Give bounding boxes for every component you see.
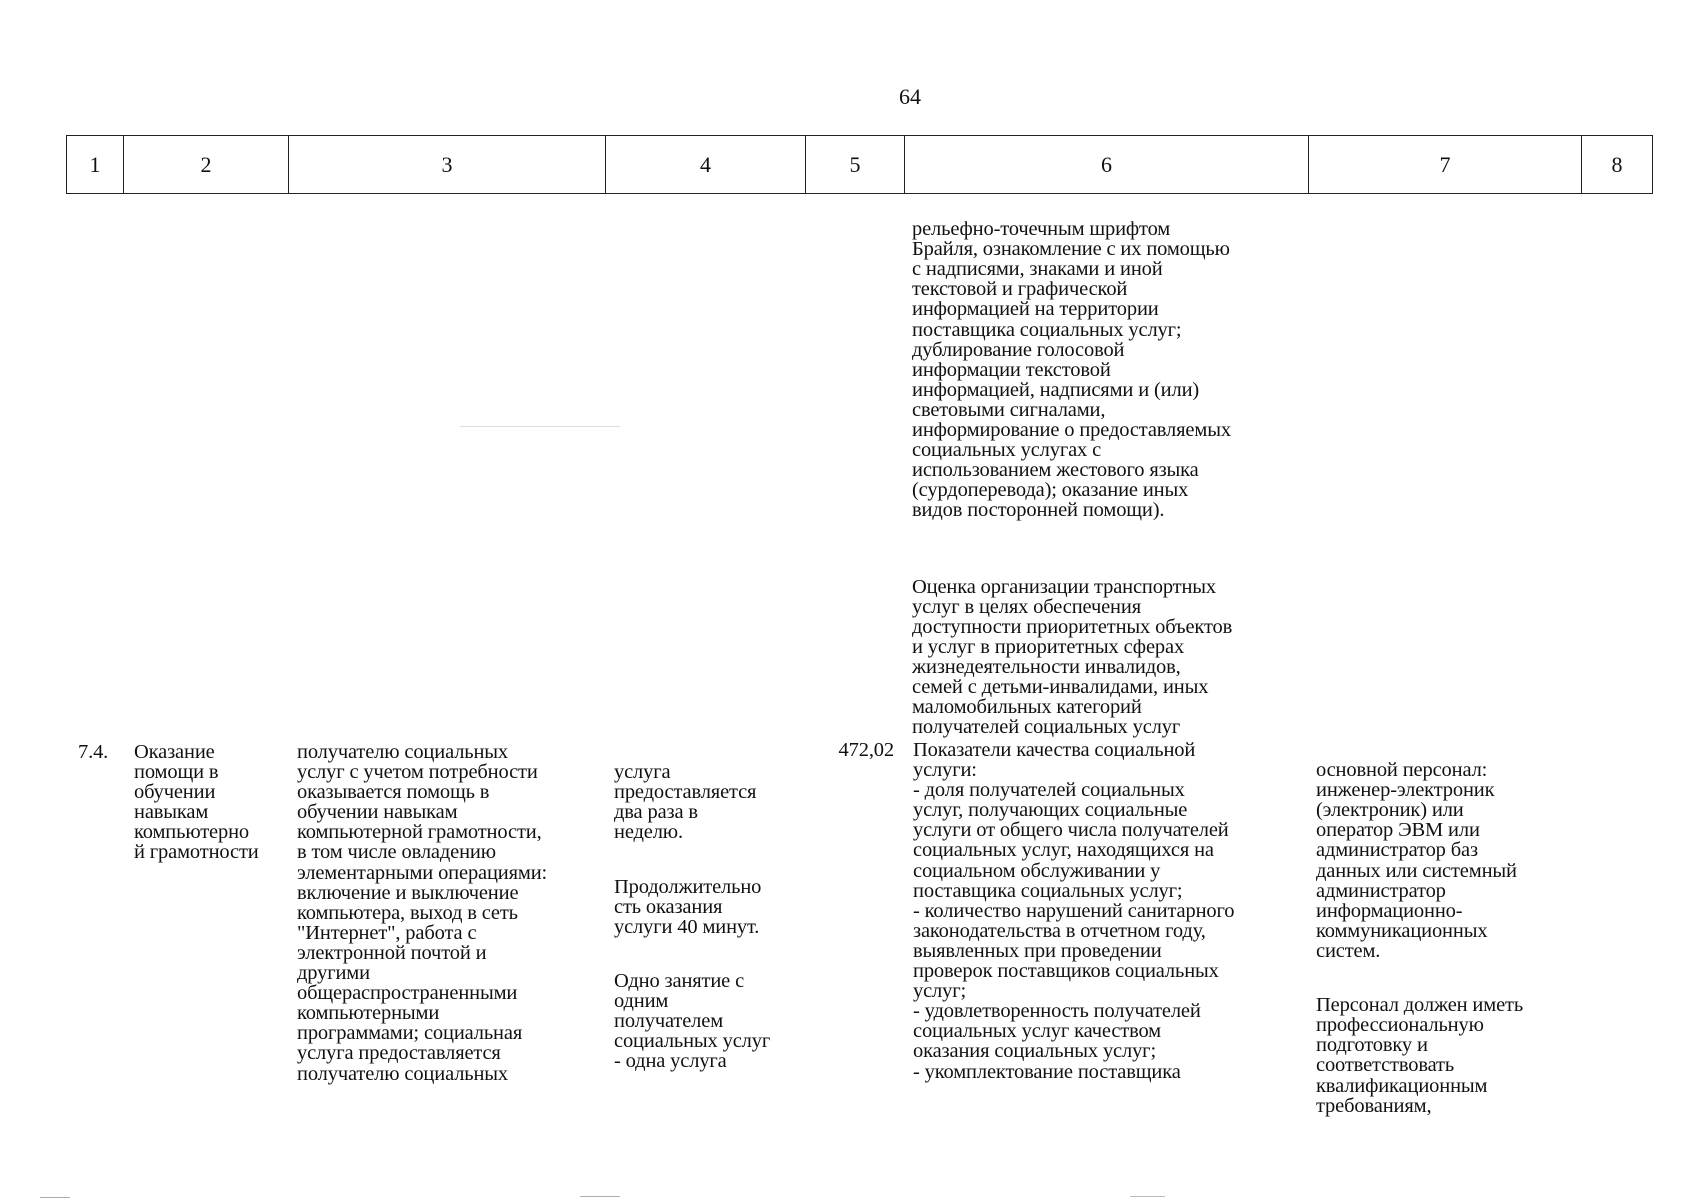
- schedule-unit: Одно занятие с одним получателем социальных услуг - одна услуга: [614, 969, 771, 1073]
- staff-requirements: [1316, 740, 1591, 1150]
- column-header-5: 5: [806, 136, 905, 194]
- service-schedule: [614, 742, 814, 1106]
- row-number: 7.4.: [78, 741, 109, 763]
- continuation-paragraph-1: рельефно-точечным шрифтом Брайля, ознакомление с их помощью с надписями, знаками и иной текстовой и графической информацией на территории поставщика социальных услуг; дублирование голосовой информации текстовой информацией, надписями и (или) световыми сигналами, информирование о предоставляемых социальных услугах с использованием жестового языка (сурдоперевода); оказание иных видов посторонней помощи).: [912, 218, 1231, 522]
- quality-indicators: Показатели качества социальной услуги: - доля получателей социальных услуг, получающих социальные услуги от общего числа получателей социальных услуг, находящихся на социальном обслуживании у поставщика социальных услуг; - количество нарушений санитарного законодательства в отчетном году, выявленных при проведении проверок поставщиков социальных услуг; - удовлетворенность получателей социальных услуг качеством оказания социальных услуг; - укомплектование поставщика: [913, 739, 1235, 1083]
- scan-artifact-line: [460, 426, 620, 427]
- staff-main: основной персонал: инженер-электроник (электроник) или оператор ЭВМ или администратор баз данных или системный администратор информационно- коммуникационных систем.: [1316, 759, 1517, 962]
- column-header-table: [66, 135, 1653, 194]
- column-header-8: 8: [1582, 136, 1653, 194]
- scan-artifact-line: [1130, 1196, 1165, 1197]
- continuation-paragraph-2: Оценка организации транспортных услуг в целях обеспечения доступности приоритетных объектов и услуг в приоритетных сферах жизнедеятельности инвалидов, семей с детьми-инвалидами, иных маломобильных категорий получателей социальных услуг: [912, 575, 1233, 739]
- schedule-duration: Продолжительно сть оказания услуги 40 минут.: [614, 875, 762, 938]
- page-number: 64: [899, 84, 921, 109]
- scan-artifact-line: [40, 1197, 70, 1198]
- column-header-7: 7: [1309, 136, 1582, 194]
- staff-qualification: Персонал должен иметь профессиональную подготовку и соответствовать квалификационным требованиям,: [1316, 994, 1524, 1117]
- service-tariff: 472,02: [838, 739, 894, 761]
- service-name: Оказание помощи в обучении навыкам компьютерно й грамотности: [134, 741, 259, 864]
- column-header-3: 3: [289, 136, 606, 194]
- schedule-frequency: услуга предоставляется два раза в неделю.: [614, 761, 757, 844]
- continuation-col6: [912, 199, 1312, 771]
- column-header-4: 4: [606, 136, 806, 194]
- service-description: получателю социальных услуг с учетом потребности оказывается помощь в обучении навыкам компьютерной грамотности, в том числе овладению элементарными операциями: включение и выключение компьютера, выход в сеть "Интернет", работа с электронной почтой и другими общераспространенными компьютерными программами; социальная услуга предоставляется получателю социальных: [297, 741, 548, 1085]
- column-header-row: [67, 136, 1653, 194]
- column-header-2: 2: [124, 136, 289, 194]
- scan-artifact-line: [580, 1196, 620, 1197]
- column-header-1: 1: [67, 136, 124, 194]
- column-header-6: 6: [905, 136, 1309, 194]
